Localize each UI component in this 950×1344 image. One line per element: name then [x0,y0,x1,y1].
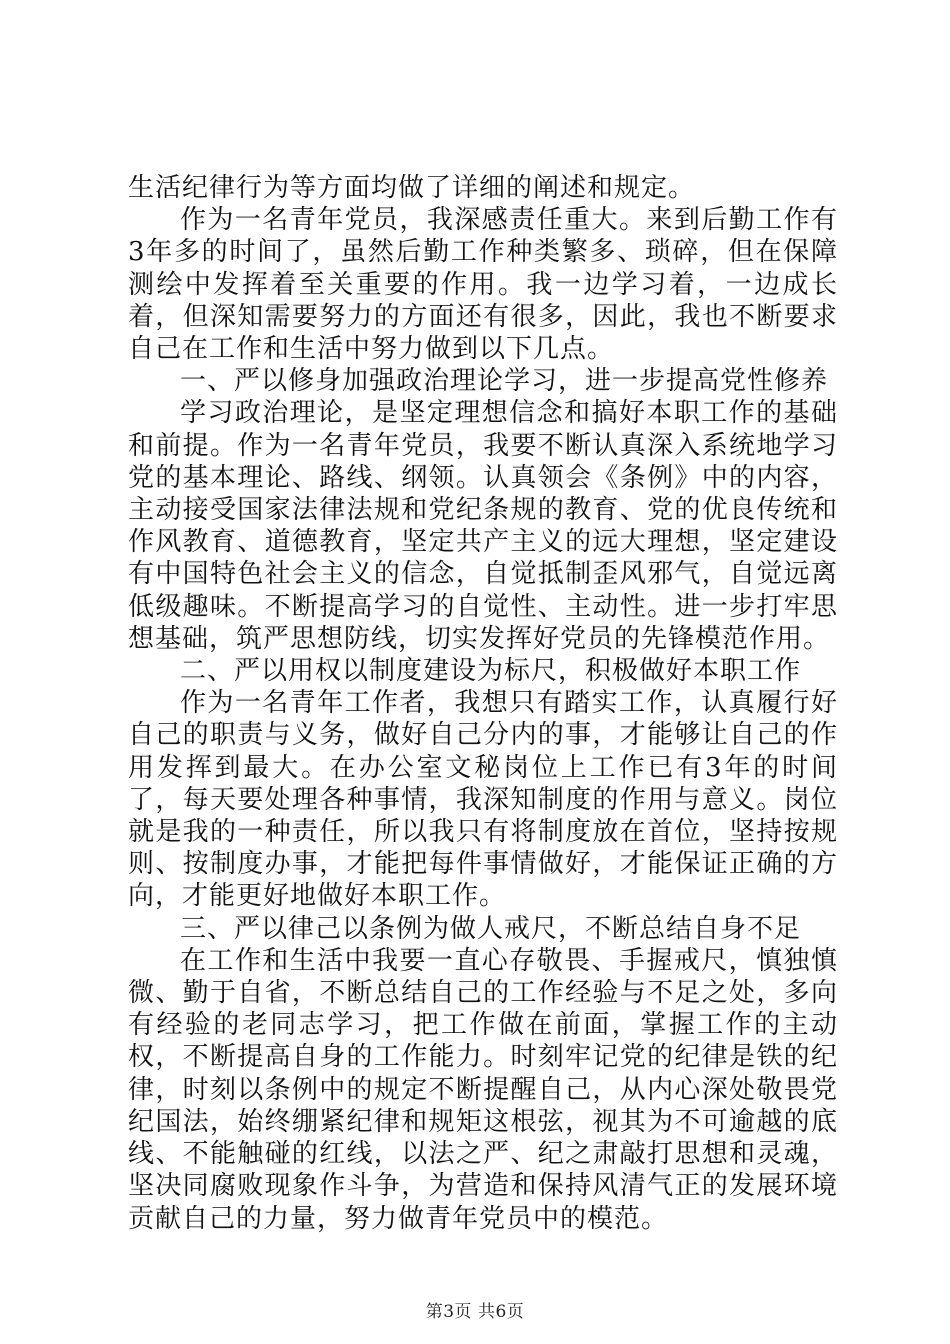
paragraph-section-1: 学习政治理论，是坚定理想信念和搞好本职工作的基础和前提。作为一名青年党员，我要不断认真深入系统地学习党的基本理论、路线、纲领。认真领会《条例》中的内容，主动接受国家法律法规和党纪条规的教育、党的优良传统和作风教育、道德教育，坚定共产主义的远大理想，坚定建设有中国特色社会主义的信念，自觉抵制歪风邪气，自觉远离低级趣味。不断提高学习的自觉性、主动性。进一步打牢思想基础，筑严思想防线，切实发挥好党员的先锋模范作用。 [128,398,838,654]
document-body [128,172,838,1235]
paragraph-continuation: 生活纪律行为等方面均做了详细的阐述和规定。 [128,173,696,203]
paragraph-section-3: 在工作和生活中我要一直心存敬畏、手握戒尺，慎独慎微、勤于自省，不断总结自己的工作经验与不足之处，多向有经验的老同志学习，把工作做在前面，掌握工作的主动权，不断提高自身的工作能力。时刻牢记党的纪律是铁的纪律，时刻以条例中的规定不断提醒自己，从内心深处敬畏党纪国法，始终绷紧纪律和规矩这根弦，视其为不可逾越的底线、不能触碰的红线，以法之严、纪之肃敲打思想和灵魂，坚决同腐败现象作斗争，为营造和保持风清气正的发展环境贡献自己的力量，努力做青年党员中的模范。 [128,945,838,1234]
paragraph-section-2: 作为一名青年工作者，我想只有踏实工作，认真履行好自己的职责与义务，做好自己分内的事，才能够让自己的作用发挥到最大。在办公室文秘岗位上工作已有3年的时间了，每天要处理各种事情，我深知制度的作用与意义。岗位就是我的一种责任，所以我只有将制度放在首位，坚持按规则、按制度办事，才能把每件事情做好，才能保证正确的方向，才能更好地做好本职工作。 [128,688,838,912]
section-heading-1: 一、严以修身加强政治理论学习，进一步提高党性修养 [180,366,829,397]
paragraph-intro: 作为一名青年党员，我深感责任重大。来到后勤工作有3年多的时间了，虽然后勤工作种类繁多、琐碎，但在保障测绘中发挥着至关重要的作用。我一边学习着，一边成长着，但深知需要努力的方面还有很多，因此，我也不断要求自己在工作和生活中努力做到以下几点。 [128,205,838,365]
section-heading-3: 三、严以律己以条例为做人戒尺，不断总结自身不足 [180,913,802,944]
page-number-footer: 第3页 共6页 [425,1302,525,1322]
section-heading-2: 二、严以用权以制度建设为标尺，积极做好本职工作 [180,656,802,687]
